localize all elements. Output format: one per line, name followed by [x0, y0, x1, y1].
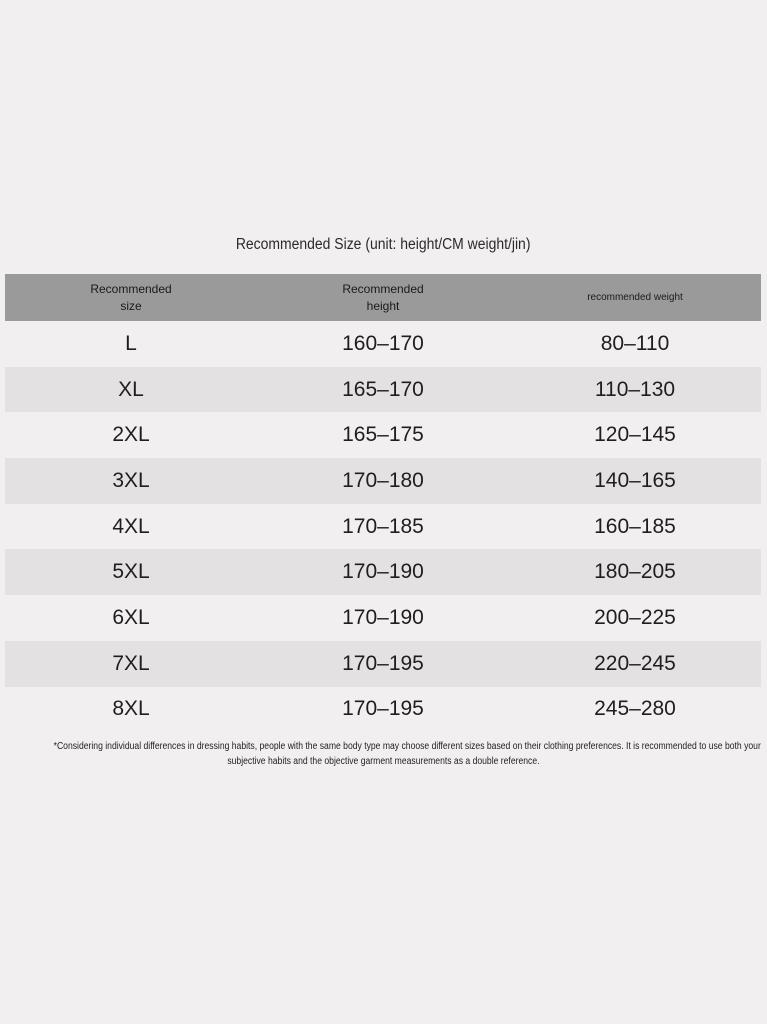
- cell-size: XL: [118, 377, 144, 401]
- cell-size: 5XL: [112, 560, 150, 584]
- cell-weight: 180–205: [594, 560, 676, 584]
- table-row: [5, 687, 761, 733]
- size-table: [5, 274, 761, 732]
- table-row: [5, 458, 761, 504]
- table-row: [5, 595, 761, 641]
- cell-weight: 200–225: [594, 605, 676, 629]
- table-row: [5, 321, 761, 367]
- cell-height: 165–175: [342, 423, 424, 447]
- cell-size: 3XL: [112, 468, 150, 492]
- cell-weight: 160–185: [594, 514, 676, 538]
- cell-height: 170–190: [342, 560, 424, 584]
- cell-height: 170–185: [342, 514, 424, 538]
- table-header: [5, 274, 761, 321]
- table-row: [5, 412, 761, 458]
- cell-weight: 120–145: [594, 423, 676, 447]
- cell-weight: 140–165: [594, 468, 676, 492]
- cell-size: 7XL: [112, 651, 150, 675]
- cell-size: 8XL: [112, 697, 150, 721]
- header-weight: recommended weight: [587, 292, 683, 303]
- cell-height: 160–170: [342, 331, 424, 355]
- footnote: [0, 739, 767, 769]
- cell-weight: 220–245: [594, 651, 676, 675]
- table-row: [5, 367, 761, 413]
- cell-weight: 80–110: [600, 331, 670, 355]
- cell-size: 4XL: [112, 514, 150, 538]
- cell-height: 170–180: [342, 468, 424, 492]
- footnote-line-2: subjective habits and the objective garment measurements as a double reference.: [227, 756, 540, 767]
- cell-weight: 245–280: [594, 697, 676, 721]
- cell-weight: 110–130: [594, 377, 676, 401]
- header-size: Recommended size: [90, 281, 172, 313]
- cell-size: L: [125, 331, 137, 355]
- cell-size: 2XL: [112, 423, 150, 447]
- header-height: Recommended height: [342, 281, 424, 313]
- table-body: [5, 321, 761, 732]
- page-title: Recommended Size (unit: height/CM weight/jin): [235, 236, 531, 253]
- cell-height: 170–190: [342, 605, 424, 629]
- table-row: [5, 549, 761, 595]
- cell-height: 170–195: [342, 651, 424, 675]
- table-row: [5, 641, 761, 687]
- cell-size: 6XL: [112, 605, 150, 629]
- table-row: [5, 504, 761, 550]
- footnote-line-1: *Considering individual differences in dressing habits, people with the same body type may choose different sizes based on their clothing preferences. It is recommended to use both your: [53, 741, 761, 752]
- cell-height: 165–170: [342, 377, 424, 401]
- cell-height: 170–195: [342, 697, 424, 721]
